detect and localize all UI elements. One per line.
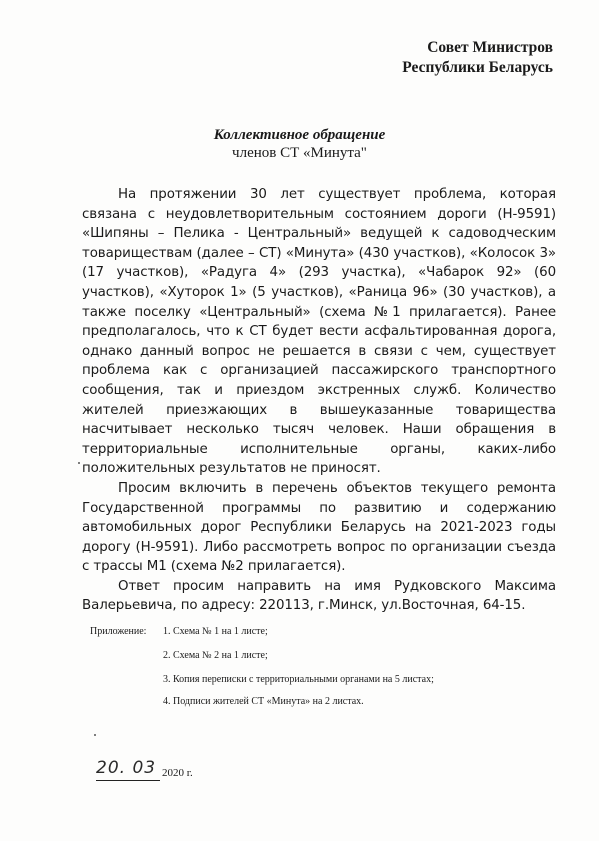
date-line (96, 760, 216, 784)
attachment-item-4: 4. Подписи жителей СТ «Минута» на 2 листах. (163, 696, 364, 707)
document-body (82, 185, 556, 616)
document-title (0, 126, 599, 162)
addressee-line-2: Республики Беларусь (402, 59, 553, 76)
title-line-1: Коллективное обращение (213, 127, 386, 143)
body-paragraph-1: На протяжении 30 лет существует проблема, которая связана с неудовлетворительным состоянием дороги (Н-9591) «Шипяны – Пелика - Центральный» ведущей к садоводческим товариществам (далее – СТ) «Минута» (430 участков), «Колосок 3» (17 участков), «Радуга 4» (293 участка), «Чабарок 92» (60 участков), «Хуторок 1» (5 участков), «Раница 96» (30 участков), а также поселку «Центральный» (схема №1 прилагается). Ранее предполагалось, что к СТ будет вести асфальтированная дорога, однако данный вопрос не решается в связи с чем, существует проблема как с организацией пассажирского транспортного сообщения, так и приездом экстренных служб. Количество жителей приезжающих в вышеуказанные товарищества насчитывает несколько тысяч человек. Наши обращения в территориальные исполнительные органы, каких-либо положительных результатов не приносят. (82, 187, 556, 477)
attachment-item-2: 2. Схема № 2 на 1 листе; (163, 650, 268, 661)
body-paragraph-3: Ответ просим направить на имя Рудковского Максима Валерьевича, по адресу: 220113, г.Минск, ул.Восточная, 64-15. (82, 578, 556, 614)
attachment-item-1: 1. Схема № 1 на 1 листе; (163, 626, 268, 637)
scan-speck (78, 462, 80, 464)
addressee-block (402, 38, 553, 78)
title-line-2: членов СТ «Минута" (232, 145, 367, 161)
attachment-item-3: 3. Копия переписки с территориальными органами на 5 листах; (163, 674, 434, 685)
scan-speck (94, 734, 96, 736)
date-underline (96, 780, 160, 781)
date-year: 2020 г. (162, 767, 193, 779)
attachments-label: Приложение: (90, 626, 147, 637)
addressee-line-1: Совет Министров (427, 39, 553, 56)
body-paragraph-2: Просим включить в перечень объектов текущего ремонта Государственной программы по развитию и содержанию автомобильных дорог Республики Беларусь на 2021-2023 годы дорогу (Н-9591). Либо рассмотреть вопрос по организации съезда с трассы М1 (схема №2 прилагается). (82, 480, 556, 575)
handwritten-date: 20. 03 (96, 758, 157, 778)
